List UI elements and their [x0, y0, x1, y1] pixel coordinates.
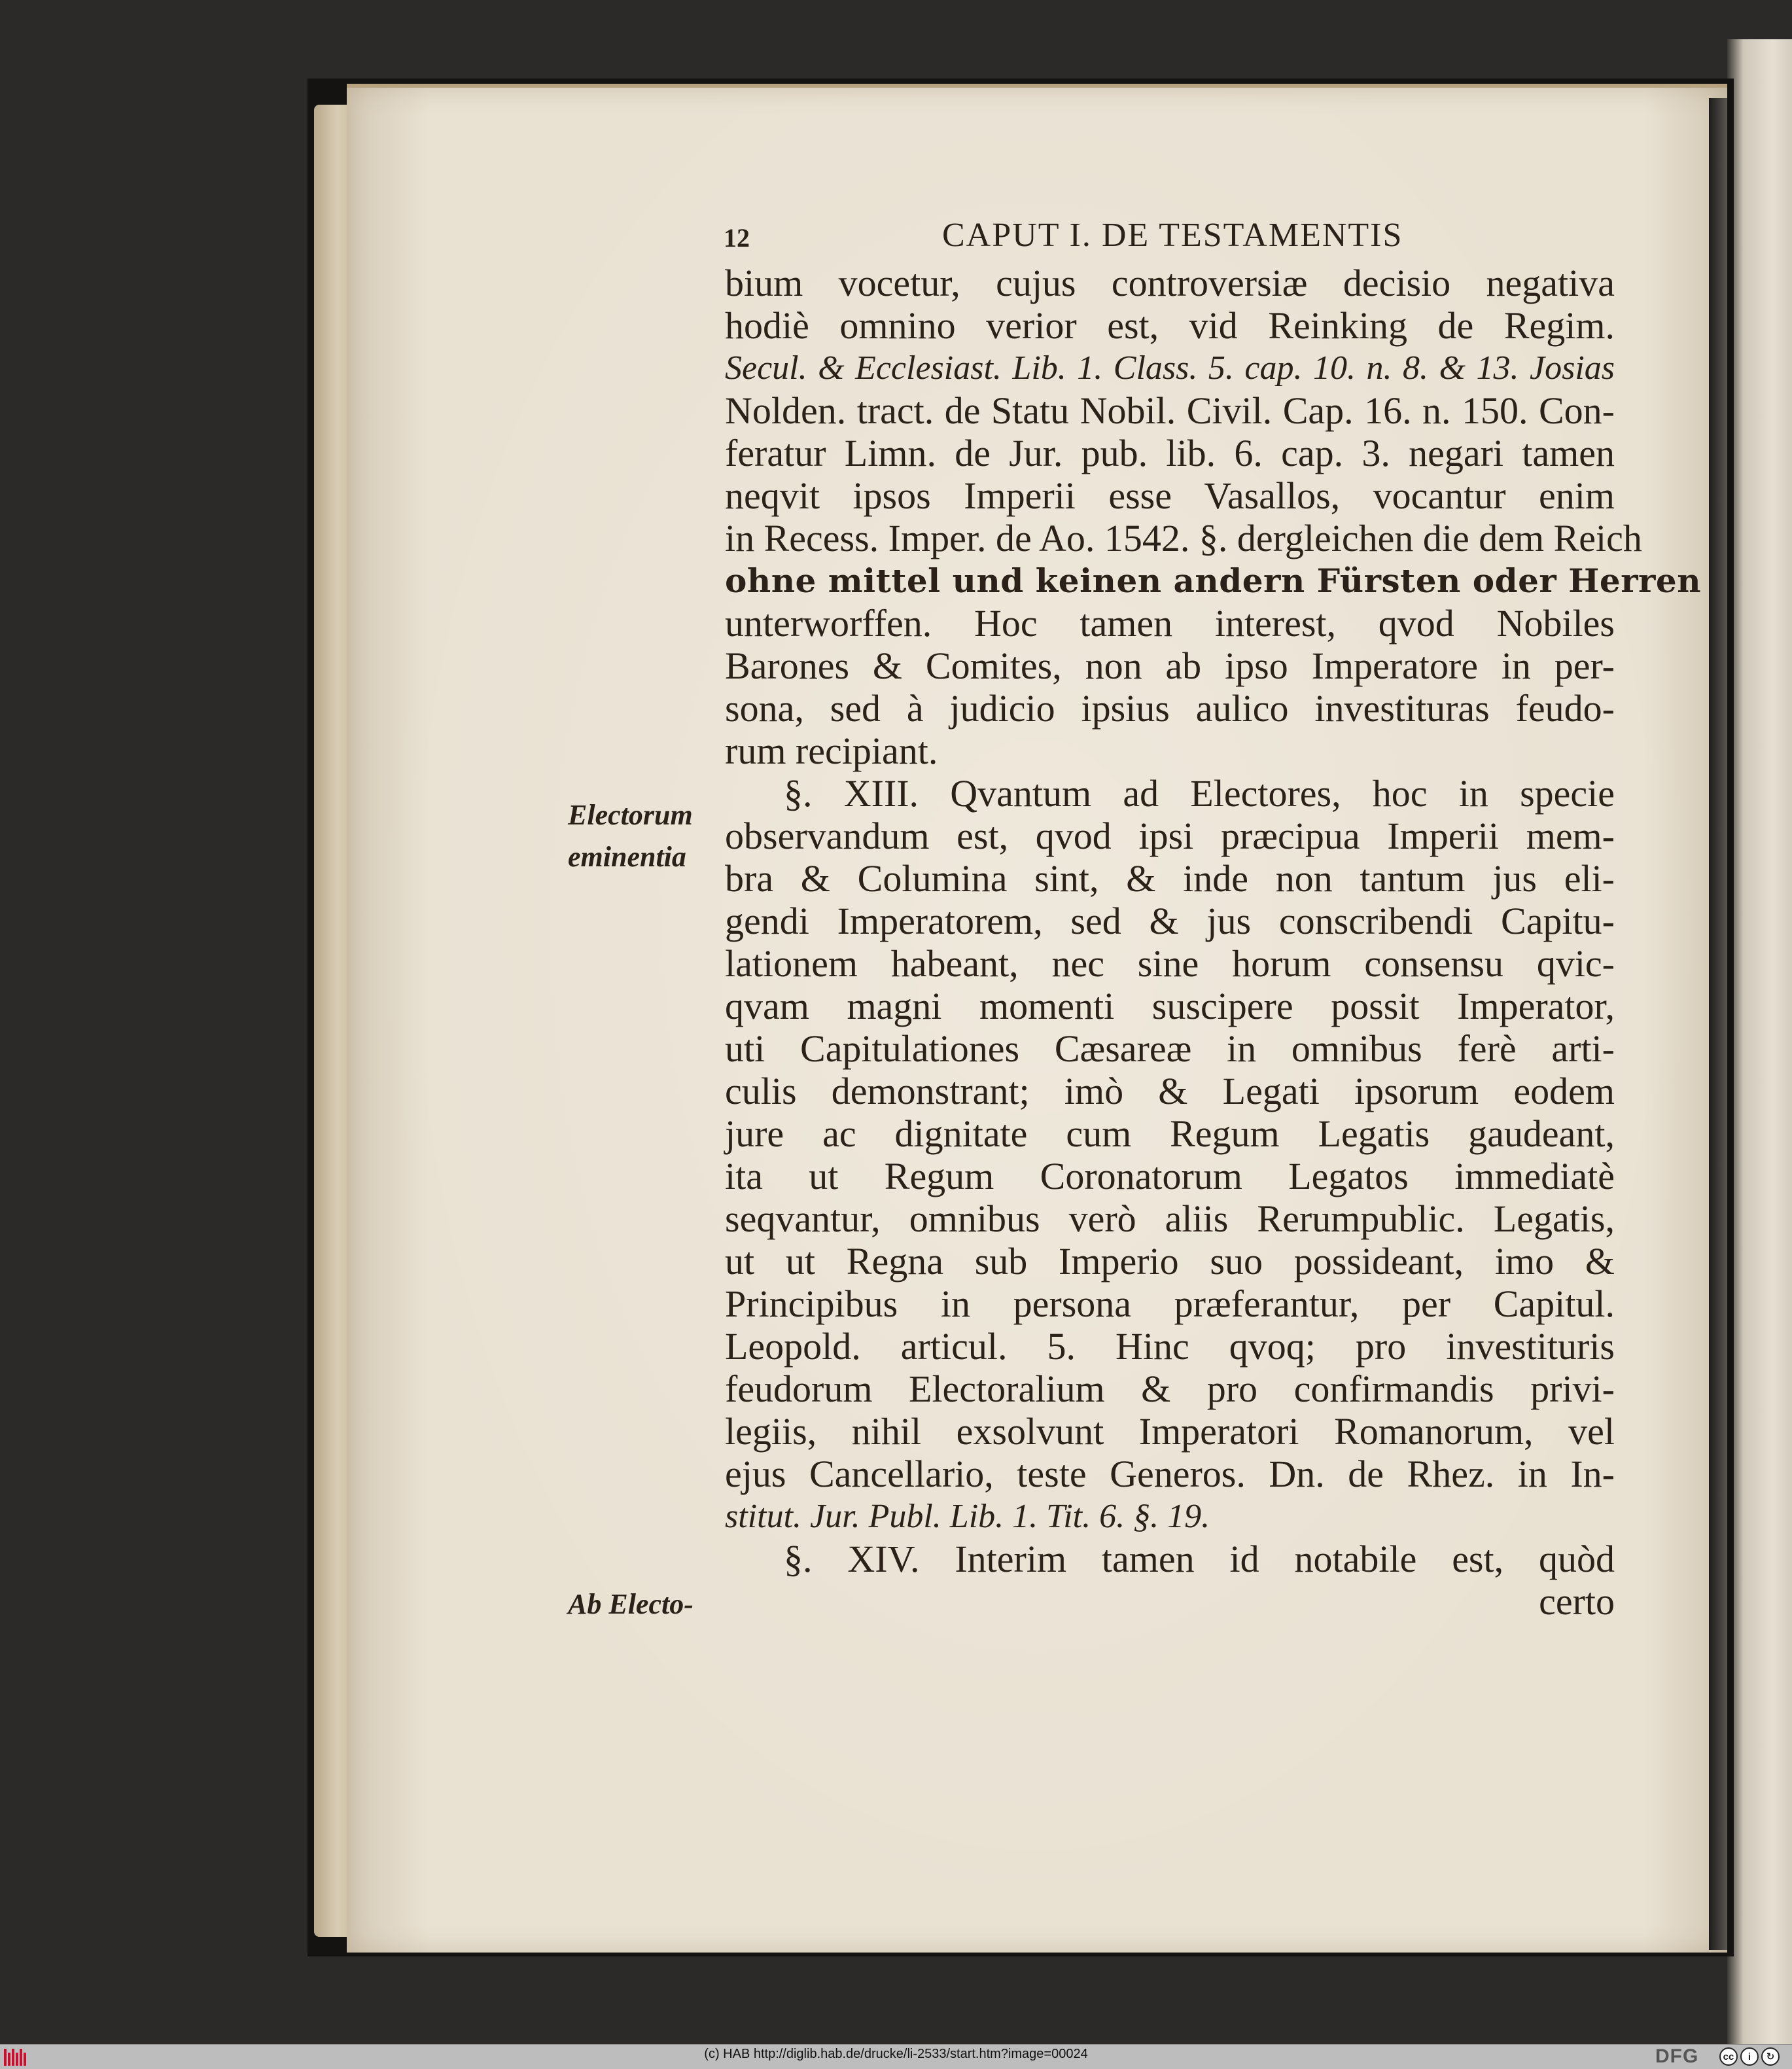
text-line: uti Capitulationes Cæsareæ in omnibus ferè arti-	[725, 1027, 1615, 1070]
text-line: feudorum Electoralium & pro confirmandis privi-	[725, 1368, 1615, 1410]
text-line: observandum est, qvod ipsi præcipua Imperii mem-	[725, 815, 1615, 857]
footer-credit: (c) HAB http://diglib.hab.de/drucke/li-2533/start.htm?image=00024	[704, 2047, 1088, 2061]
dfg-logo: DFG	[1655, 2045, 1699, 2067]
text-line: Barones & Comites, non ab ipso Imperatore in per-	[725, 645, 1615, 687]
text-line: bra & Columina sint, & inde non tantum jus eli-	[725, 857, 1615, 900]
text-line: ita ut Regum Coronatorum Legatos immediatè	[725, 1155, 1615, 1197]
gutter-shadow	[1709, 98, 1727, 1950]
facing-page-edge	[1727, 39, 1792, 2048]
text-line: Nolden. tract. de Statu Nobil. Civil. Cap. 16. n. 150. Con-	[725, 389, 1615, 432]
marginal-note-line: Electorum	[568, 799, 693, 831]
text-line: sona, sed à judicio ipsius aulico investituras feudo-	[725, 687, 1615, 730]
text-line: hodiè omnino verior est, vid Reinking de Regim.	[725, 304, 1615, 347]
text-line: lationem habeant, nec sine horum consensu qvic-	[725, 942, 1615, 985]
sa-icon: ↻	[1761, 2047, 1780, 2066]
text-line: ohne mittel und keinen andern Fürsten oder Herren	[725, 561, 1702, 600]
marginal-note-ab-electo	[568, 1583, 694, 1625]
catchword: certo	[1539, 1580, 1615, 1623]
text-line: Leopold. articul. 5. Hinc qvoq; pro investituris	[725, 1325, 1615, 1368]
text-line: legiis, nihil exsolvunt Imperatori Romanorum, vel	[725, 1410, 1615, 1453]
marginal-note-line: eminentia	[568, 841, 686, 873]
section-heading-line: §. XIII. Qvantum ad Electores, hoc in specie	[784, 772, 1615, 815]
running-head	[720, 216, 1623, 255]
text-line: unterworffen. Hoc tamen interest, qvod Nobiles	[725, 602, 1615, 645]
section-heading-line: §. XIV. Interim tamen id notabile est, quòd	[784, 1538, 1615, 1580]
marginal-note-electorum	[568, 794, 693, 878]
text-line: ejus Cancellario, teste Generos. Dn. de Rhez. in In-	[725, 1453, 1615, 1495]
body-text	[725, 262, 1702, 1623]
by-icon: i	[1740, 2047, 1759, 2066]
text-line: feratur Limn. de Jur. pub. lib. 6. cap. 3. negari tamen	[725, 432, 1615, 474]
text-line: in Recess. Imper. de Ao. 1542. §. dergleichen die dem Reich	[725, 517, 1642, 559]
text-line: seqvantur, omnibus verò aliis Rerumpublic. Legatis,	[725, 1197, 1615, 1240]
text-line: qvam magni momenti suscipere possit Imperator,	[725, 985, 1615, 1027]
text-line: gendi Imperatorem, sed & jus conscribendi Capitu-	[725, 900, 1615, 942]
cc-license-icon	[1719, 2047, 1780, 2066]
text-line: neqvit ipsos Imperii esse Vasallos, vocantur enim	[725, 474, 1615, 517]
text-line: stitut. Jur. Publ. Lib. 1. Tit. 6. §. 19.	[725, 1498, 1210, 1535]
running-head-text: CAPUT I. DE TESTAMENTIS	[942, 217, 1403, 254]
text-line: ut ut Regna sub Imperio suo possideant, imo &	[725, 1240, 1615, 1282]
page-number: 12	[724, 223, 750, 253]
text-line: jure ac dignitate cum Regum Legatis gaudeant,	[725, 1112, 1615, 1155]
text-line: culis demonstrant; imò & Legati ipsorum eodem	[725, 1070, 1615, 1112]
marginal-note-line: Ab Electo-	[568, 1588, 694, 1620]
text-line: Secul. & Ecclesiast. Lib. 1. Class. 5. cap. 10. n. 8. & 13. Josias	[725, 349, 1615, 387]
text-line: rum recipiant.	[725, 730, 938, 772]
text-line: bium vocetur, cujus controversiæ decisio negativa	[725, 262, 1615, 304]
text-line: Principibus in persona præferantur, per Capitul.	[725, 1282, 1615, 1325]
cc-icon: cc	[1719, 2047, 1738, 2066]
